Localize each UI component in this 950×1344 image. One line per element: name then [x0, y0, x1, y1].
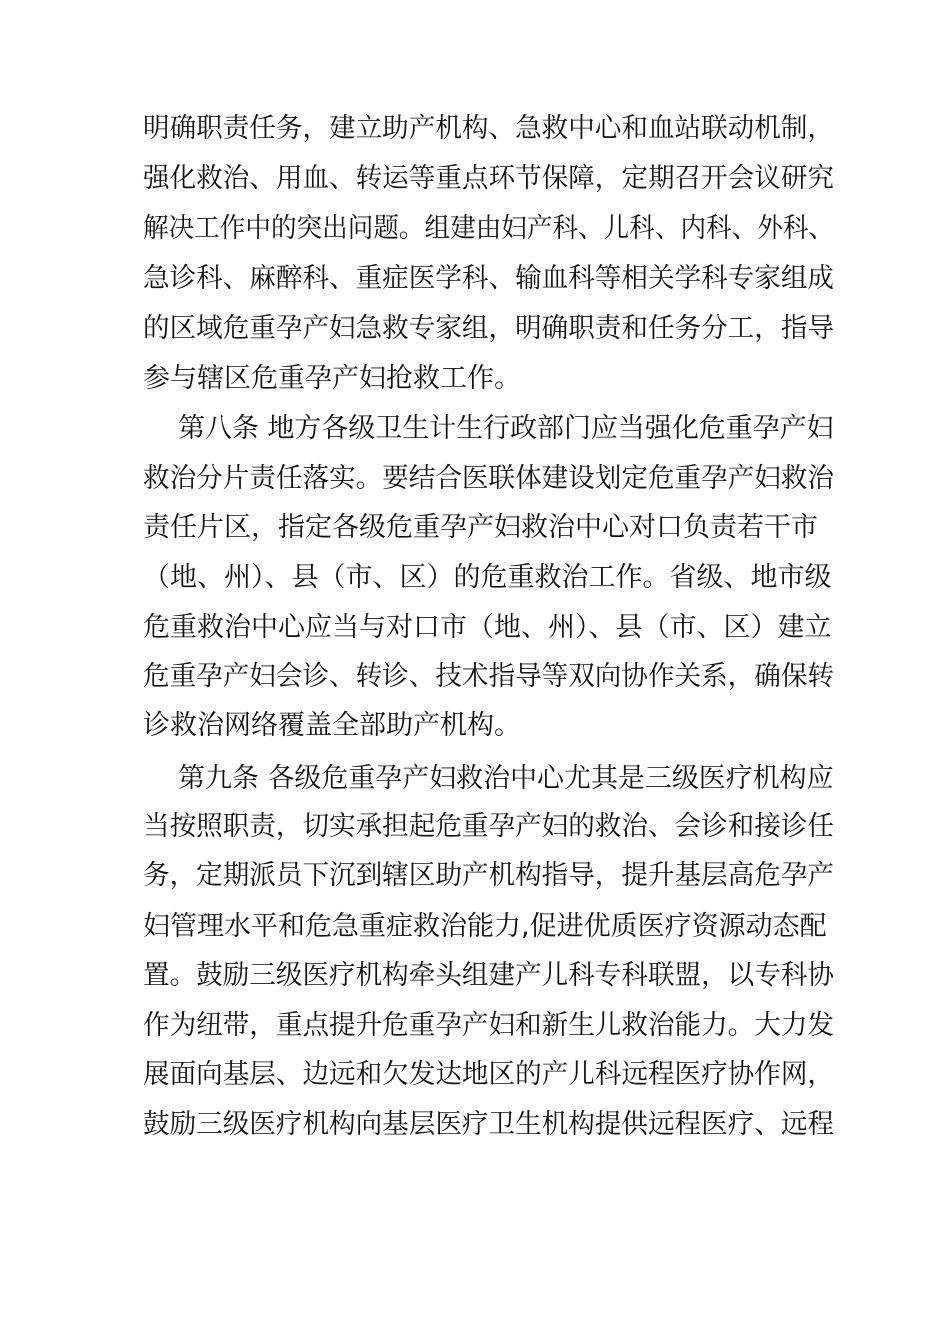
text-line: 展面向基层、边远和欠发达地区的产儿科远程医疗协作网，: [143, 1059, 834, 1090]
text-line: 责任片区，指定各级危重孕产妇救治中心对口负责若干市: [143, 512, 818, 543]
article-8-heading-line: 第八条 地方各级卫生计生行政部门应当强化危重孕产妇: [178, 413, 834, 444]
text-line: 危重孕产妇会诊、转诊、技术指导等双向协作关系，确保转: [143, 661, 834, 692]
text-line: 妇管理水平和危急重症救治能力,促进优质医疗资源动态配: [143, 911, 827, 942]
text-line: 当按照职责，切实承担起危重孕产妇的救治、会诊和接诊任: [143, 811, 834, 842]
text-line: 置。鼓励三级医疗机构牵头组建产儿科专科联盟，以专科协: [143, 960, 834, 991]
text-line: 的区域危重孕产妇急救专家组，明确职责和任务分工，指导: [143, 313, 834, 344]
text-line: 参与辖区危重孕产妇抢救工作。: [143, 363, 521, 394]
text-line: （地、州）、县（市、区）的危重救治工作。省级、地市级: [143, 562, 832, 593]
text-line: 危重救治中心应当与对口市（地、州）、县（市、区）建立: [143, 612, 832, 643]
text-line: 鼓励三级医疗机构向基层医疗卫生机构提供远程医疗、远程: [143, 1109, 834, 1140]
article-9-heading-line: 第九条 各级危重孕产妇救治中心尤其是三级医疗机构应: [178, 763, 834, 794]
text-line: 作为纽带，重点提升危重孕产妇和新生儿救治能力。大力发: [143, 1010, 834, 1041]
text-line: 解决工作中的突出问题。组建由妇产科、儿科、内科、外科、: [143, 213, 835, 244]
text-line: 急诊科、麻醉科、重症医学科、输血科等相关学科专家组成: [143, 263, 834, 294]
text-line: 诊救治网络覆盖全部助产机构。: [143, 710, 521, 741]
text-line: 救治分片责任落实。要结合医联体建设划定危重孕产妇救治: [143, 463, 834, 494]
text-line: 务，定期派员下沉到辖区助产机构指导，提升基层高危孕产: [143, 860, 834, 891]
text-line: 明确职责任务，建立助产机构、急救中心和血站联动机制，: [143, 113, 834, 144]
text-line: 强化救治、用血、转运等重点环节保障，定期召开会议研究: [143, 163, 834, 194]
